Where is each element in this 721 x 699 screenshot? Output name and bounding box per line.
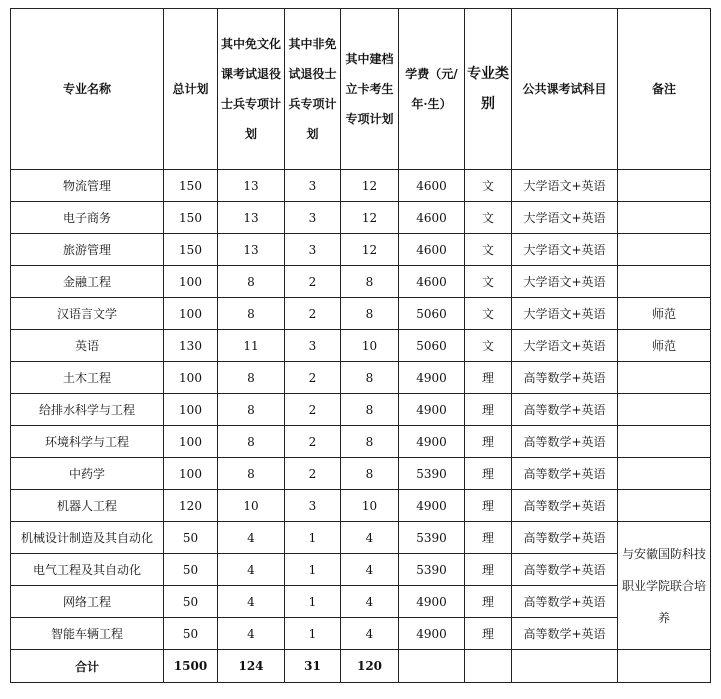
- cell-total: 100: [164, 298, 218, 330]
- cell-poverty: 8: [341, 362, 399, 394]
- cell-poverty: 10: [341, 330, 399, 362]
- header-public-subjects: 公共课考试科目: [512, 9, 618, 170]
- header-major: 专业名称: [11, 9, 164, 170]
- cell-total: 100: [164, 426, 218, 458]
- cell-category: 文: [465, 266, 512, 298]
- cell-tuition: 4900: [399, 426, 465, 458]
- table-row: [11, 170, 711, 202]
- cell-major: 物流管理: [11, 170, 164, 202]
- cell-exempt: 8: [218, 394, 285, 426]
- cell-exempt: 8: [218, 458, 285, 490]
- cell-total: 150: [164, 234, 218, 266]
- cell-total: 130: [164, 330, 218, 362]
- cell-nonexempt: 1: [285, 554, 341, 586]
- cell-category: 理: [465, 458, 512, 490]
- total-empty-subjects: [512, 650, 618, 683]
- total-label: 合计: [11, 650, 164, 683]
- cell-nonexempt: 3: [285, 490, 341, 522]
- cell-nonexempt: 2: [285, 394, 341, 426]
- cell-remark: [618, 170, 711, 202]
- cell-tuition: 5060: [399, 298, 465, 330]
- cell-subjects: 高等数学+英语: [512, 362, 618, 394]
- table-row: [11, 522, 711, 554]
- table-row: [11, 586, 711, 618]
- cell-tuition: 5390: [399, 554, 465, 586]
- cell-remark: 师范: [618, 298, 711, 330]
- cell-total: 50: [164, 554, 218, 586]
- total-nonexempt: 31: [285, 650, 341, 683]
- cell-exempt: 8: [218, 266, 285, 298]
- cell-poverty: 4: [341, 618, 399, 650]
- cell-remark: 师范: [618, 330, 711, 362]
- cell-subjects: 大学语文+英语: [512, 266, 618, 298]
- cell-total: 50: [164, 618, 218, 650]
- header-category: 专业类别: [465, 9, 512, 170]
- cell-exempt: 13: [218, 234, 285, 266]
- cell-nonexempt: 2: [285, 298, 341, 330]
- cell-poverty: 8: [341, 458, 399, 490]
- cell-total: 100: [164, 458, 218, 490]
- cell-major: 旅游管理: [11, 234, 164, 266]
- cell-poverty: 4: [341, 586, 399, 618]
- cell-remark: [618, 426, 711, 458]
- table-row: [11, 202, 711, 234]
- cell-exempt: 4: [218, 522, 285, 554]
- table-row: [11, 554, 711, 586]
- cell-remark: [618, 362, 711, 394]
- cell-total: 150: [164, 202, 218, 234]
- cell-category: 文: [465, 170, 512, 202]
- cell-subjects: 大学语文+英语: [512, 234, 618, 266]
- cell-remark: [618, 458, 711, 490]
- header-poverty-students: 其中建档立卡考生专项计划: [341, 9, 399, 170]
- cell-category: 理: [465, 490, 512, 522]
- header-tuition: 学费（元/年·生）: [399, 9, 465, 170]
- cell-major: 机器人工程: [11, 490, 164, 522]
- cell-tuition: 5390: [399, 458, 465, 490]
- cell-subjects: 大学语文+英语: [512, 170, 618, 202]
- cell-remark: [618, 394, 711, 426]
- cell-total: 50: [164, 586, 218, 618]
- cell-subjects: 高等数学+英语: [512, 490, 618, 522]
- table-row: [11, 362, 711, 394]
- cell-nonexempt: 3: [285, 330, 341, 362]
- enrollment-plan-table: [10, 8, 711, 683]
- cell-subjects: 高等数学+英语: [512, 586, 618, 618]
- cell-exempt: 4: [218, 586, 285, 618]
- cell-exempt: 4: [218, 554, 285, 586]
- cell-poverty: 4: [341, 522, 399, 554]
- cell-remark: [618, 266, 711, 298]
- table-row: [11, 266, 711, 298]
- header-non-exempt-veterans: 其中非免试退役士兵专项计划: [285, 9, 341, 170]
- cell-nonexempt: 1: [285, 586, 341, 618]
- cell-nonexempt: 1: [285, 618, 341, 650]
- cell-poverty: 12: [341, 170, 399, 202]
- cell-major: 汉语言文学: [11, 298, 164, 330]
- table-row: [11, 330, 711, 362]
- cell-total: 100: [164, 394, 218, 426]
- cell-total: 120: [164, 490, 218, 522]
- cell-major: 中药学: [11, 458, 164, 490]
- cell-tuition: 4600: [399, 202, 465, 234]
- cell-tuition: 4900: [399, 586, 465, 618]
- cell-category: 理: [465, 618, 512, 650]
- header-row: [11, 9, 711, 170]
- table-row: [11, 458, 711, 490]
- cell-poverty: 10: [341, 490, 399, 522]
- table-row: [11, 394, 711, 426]
- cell-remark: [618, 490, 711, 522]
- cell-tuition: 4900: [399, 618, 465, 650]
- cell-tuition: 4600: [399, 266, 465, 298]
- cell-total: 100: [164, 362, 218, 394]
- cell-exempt: 8: [218, 298, 285, 330]
- header-exempt-veterans: 其中免文化课考试退役士兵专项计划: [218, 9, 285, 170]
- cell-poverty: 12: [341, 234, 399, 266]
- cell-total: 100: [164, 266, 218, 298]
- cell-category: 理: [465, 426, 512, 458]
- cell-subjects: 大学语文+英语: [512, 298, 618, 330]
- cell-joint-remark: 与安徽国防科技职业学院联合培养: [618, 522, 711, 650]
- cell-poverty: 8: [341, 266, 399, 298]
- cell-exempt: 13: [218, 170, 285, 202]
- cell-remark: [618, 202, 711, 234]
- cell-major: 金融工程: [11, 266, 164, 298]
- cell-poverty: 8: [341, 298, 399, 330]
- cell-subjects: 大学语文+英语: [512, 330, 618, 362]
- cell-major: 智能车辆工程: [11, 618, 164, 650]
- cell-poverty: 12: [341, 202, 399, 234]
- total-empty-category: [465, 650, 512, 683]
- header-total-plan: 总计划: [164, 9, 218, 170]
- cell-category: 理: [465, 394, 512, 426]
- total-plan: 1500: [164, 650, 218, 683]
- cell-category: 理: [465, 522, 512, 554]
- cell-subjects: 高等数学+英语: [512, 522, 618, 554]
- cell-poverty: 4: [341, 554, 399, 586]
- table-row: [11, 618, 711, 650]
- cell-nonexempt: 2: [285, 362, 341, 394]
- cell-tuition: 5060: [399, 330, 465, 362]
- cell-nonexempt: 3: [285, 170, 341, 202]
- total-empty-remark: [618, 650, 711, 683]
- cell-subjects: 高等数学+英语: [512, 554, 618, 586]
- cell-nonexempt: 1: [285, 522, 341, 554]
- cell-nonexempt: 2: [285, 458, 341, 490]
- cell-category: 理: [465, 554, 512, 586]
- cell-tuition: 4600: [399, 234, 465, 266]
- cell-total: 50: [164, 522, 218, 554]
- cell-exempt: 11: [218, 330, 285, 362]
- table-row: [11, 298, 711, 330]
- cell-major: 给排水科学与工程: [11, 394, 164, 426]
- cell-exempt: 8: [218, 362, 285, 394]
- cell-nonexempt: 2: [285, 266, 341, 298]
- cell-tuition: 4900: [399, 490, 465, 522]
- cell-major: 网络工程: [11, 586, 164, 618]
- cell-major: 电子商务: [11, 202, 164, 234]
- total-row: [11, 650, 711, 683]
- cell-nonexempt: 2: [285, 426, 341, 458]
- cell-exempt: 13: [218, 202, 285, 234]
- cell-category: 文: [465, 234, 512, 266]
- cell-tuition: 5390: [399, 522, 465, 554]
- cell-remark: [618, 234, 711, 266]
- cell-nonexempt: 3: [285, 202, 341, 234]
- cell-category: 文: [465, 202, 512, 234]
- cell-major: 电气工程及其自动化: [11, 554, 164, 586]
- cell-category: 理: [465, 362, 512, 394]
- total-poverty: 120: [341, 650, 399, 683]
- total-exempt: 124: [218, 650, 285, 683]
- table-row: [11, 426, 711, 458]
- header-remarks: 备注: [618, 9, 711, 170]
- cell-nonexempt: 3: [285, 234, 341, 266]
- cell-exempt: 8: [218, 426, 285, 458]
- cell-category: 理: [465, 586, 512, 618]
- cell-exempt: 4: [218, 618, 285, 650]
- cell-major: 机械设计制造及其自动化: [11, 522, 164, 554]
- cell-category: 文: [465, 298, 512, 330]
- cell-tuition: 4900: [399, 362, 465, 394]
- cell-subjects: 高等数学+英语: [512, 426, 618, 458]
- cell-subjects: 高等数学+英语: [512, 618, 618, 650]
- total-empty-tuition: [399, 650, 465, 683]
- cell-subjects: 高等数学+英语: [512, 458, 618, 490]
- cell-subjects: 大学语文+英语: [512, 202, 618, 234]
- cell-poverty: 8: [341, 394, 399, 426]
- cell-poverty: 8: [341, 426, 399, 458]
- cell-exempt: 10: [218, 490, 285, 522]
- cell-subjects: 高等数学+英语: [512, 394, 618, 426]
- cell-major: 土木工程: [11, 362, 164, 394]
- table-row: [11, 490, 711, 522]
- table-row: [11, 234, 711, 266]
- cell-major: 英语: [11, 330, 164, 362]
- cell-tuition: 4900: [399, 394, 465, 426]
- cell-category: 文: [465, 330, 512, 362]
- cell-total: 150: [164, 170, 218, 202]
- cell-tuition: 4600: [399, 170, 465, 202]
- cell-major: 环境科学与工程: [11, 426, 164, 458]
